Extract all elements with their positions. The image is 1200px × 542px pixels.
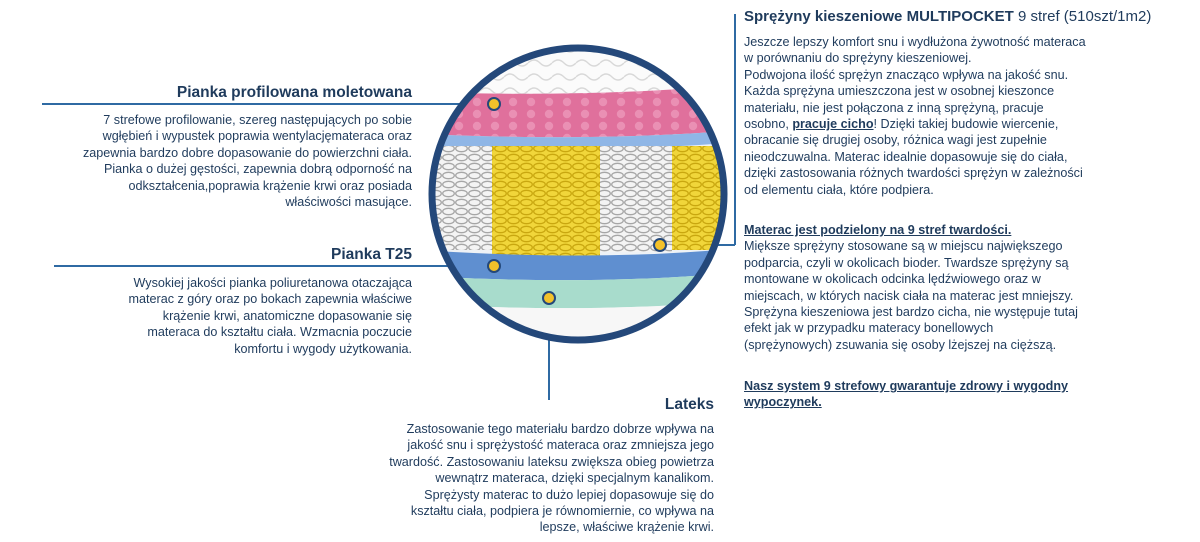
profiled-foam-line: Pianka o dużej gęstości, zapewnia dobrą odporność na — [103, 162, 412, 177]
latex-line: jakość snu i sprężystość materaca oraz zmniejsza jego — [407, 438, 714, 453]
springs-title — [744, 8, 1151, 25]
profiled-foam-line: właściwości masujące. — [285, 195, 412, 210]
springs-description — [744, 34, 1184, 198]
zones-line: miejscach, w których nacisk ciała na materac jest mniejszy. — [744, 288, 1074, 303]
springs-title-bold: Sprężyny kieszeniowe MULTIPOCKET — [744, 8, 1014, 25]
foam-t25-line: materaca do kształtu ciała. Wzmacnia poczucie — [147, 325, 412, 340]
springs-line: nieodczuwalna. Materac idealnie dopasowuje się do ciała, — [744, 149, 1068, 164]
springs-line: od elementu ciała, które podpiera. — [744, 182, 934, 197]
profiled-foam-line: odkształcenia,poprawia krążenie krwi oraz posiada — [128, 178, 412, 193]
zones-line: efekt jak w przypadku materacy bonellowych — [744, 321, 994, 336]
latex-description — [324, 421, 714, 536]
zones-title[interactable]: Materac jest podzielony na 9 stref twardości. — [744, 223, 1012, 237]
springs-line: Każda sprężyna umieszczona jest w osobnej kieszonce — [744, 84, 1055, 99]
springs-line: Podwojona ilość sprężyn znacząco wpływa na jakość snu. — [744, 67, 1069, 82]
profiled-foam-title: Pianka profilowana moletowana — [176, 84, 412, 101]
springs-line: obracanie się drugiej osoby, różnica wagi jest zupełnie — [744, 133, 1047, 148]
springs-line: Jeszcze lepszy komfort snu i wydłużona żywotność materaca — [744, 35, 1086, 49]
foam-t25-description — [52, 275, 412, 357]
latex-line: kształtu ciała, podpiera je równomiernie, co wpływa na — [410, 504, 714, 519]
marker-springs — [654, 239, 666, 251]
foam-t25-line: komfortu i wygody użytkowania. — [234, 341, 412, 356]
marker-latex — [543, 292, 555, 304]
zones-line: Miększe sprężyny stosowane są w miejscu największego — [744, 239, 1063, 254]
latex-line: lepsze, właściwe krążenie krwi. — [539, 520, 714, 535]
profiled-foam-line: 7 strefowe profilowanie, szereg następujących po sobie — [103, 113, 412, 127]
quiet-link[interactable]: pracuje cicho — [792, 117, 874, 132]
latex-line: twardość. Zastosowaniu lateksu zwiększa obieg powietrza — [389, 454, 714, 469]
foam-t25-line: krążenie krwi, anatomiczne dopasowanie się — [162, 308, 412, 323]
guarantee-line[interactable]: wypoczynek. — [744, 395, 822, 410]
latex-line: Sprężysty materac to dużo lepiej dopasowuje się do — [424, 487, 714, 502]
foam-t25-title: Pianka T25 — [331, 246, 412, 263]
springs-quiet-line — [744, 116, 1184, 132]
marker-profiled — [488, 98, 500, 110]
zones-line: (sprężynowych) zsuwania się osoby lżejszej na cięższą. — [744, 337, 1057, 352]
profiled-foam-line: zapewnia bardzo dobre dopasowanie do powierzchni ciała. — [82, 145, 412, 160]
zones-line: montowane w okolicach odcinka lędźwiowego oraz w — [744, 272, 1041, 287]
profiled-foam-line: wgłębień i wypustek poprawia wentylacjęmateraca oraz — [102, 129, 412, 144]
guarantee-line[interactable]: Nasz system 9 strefowy gwarantuje zdrowy i wygodny — [744, 379, 1069, 393]
guarantee-note — [744, 378, 1184, 411]
latex-title: Lateks — [664, 396, 714, 413]
springs-quiet-pre: osobno, — [744, 117, 793, 132]
zones-description — [744, 222, 1184, 353]
foam-t25-line: Wysokiej jakości pianka poliuretanowa otaczająca — [133, 276, 412, 290]
springs-quiet-post: ! Dzięki takiej budowie wiercenie, — [873, 117, 1059, 132]
springs-line: w porównaniu do sprężyny kieszeniowej. — [744, 51, 972, 66]
profiled-foam-description — [32, 112, 412, 210]
foam-t25-line: materac z góry oraz po bokach zapewnia właściwe — [128, 292, 412, 307]
springs-line: materiału, nie jest połączona z inną sprężyną, pracuje — [744, 100, 1044, 115]
springs-title-rest: 9 stref (510szt/1m2) — [1017, 8, 1152, 25]
springs-line: dzięki zastosowania różnych twardości sprężyn w zależności — [744, 166, 1083, 181]
zones-line: Sprężyna kieszeniowa jest bardzo cicha, nie występuje tutaj — [744, 305, 1078, 320]
marker-t25 — [488, 260, 500, 272]
zones-line: podparcia, czyli w okolicach bioder. Twardsze sprężyny są — [744, 255, 1069, 270]
latex-line: wewnątrz materaca, dzięki specjalnym kanalikom. — [435, 471, 714, 486]
latex-line: Zastosowanie tego materiału bardzo dobrze wpływa na — [406, 422, 714, 436]
